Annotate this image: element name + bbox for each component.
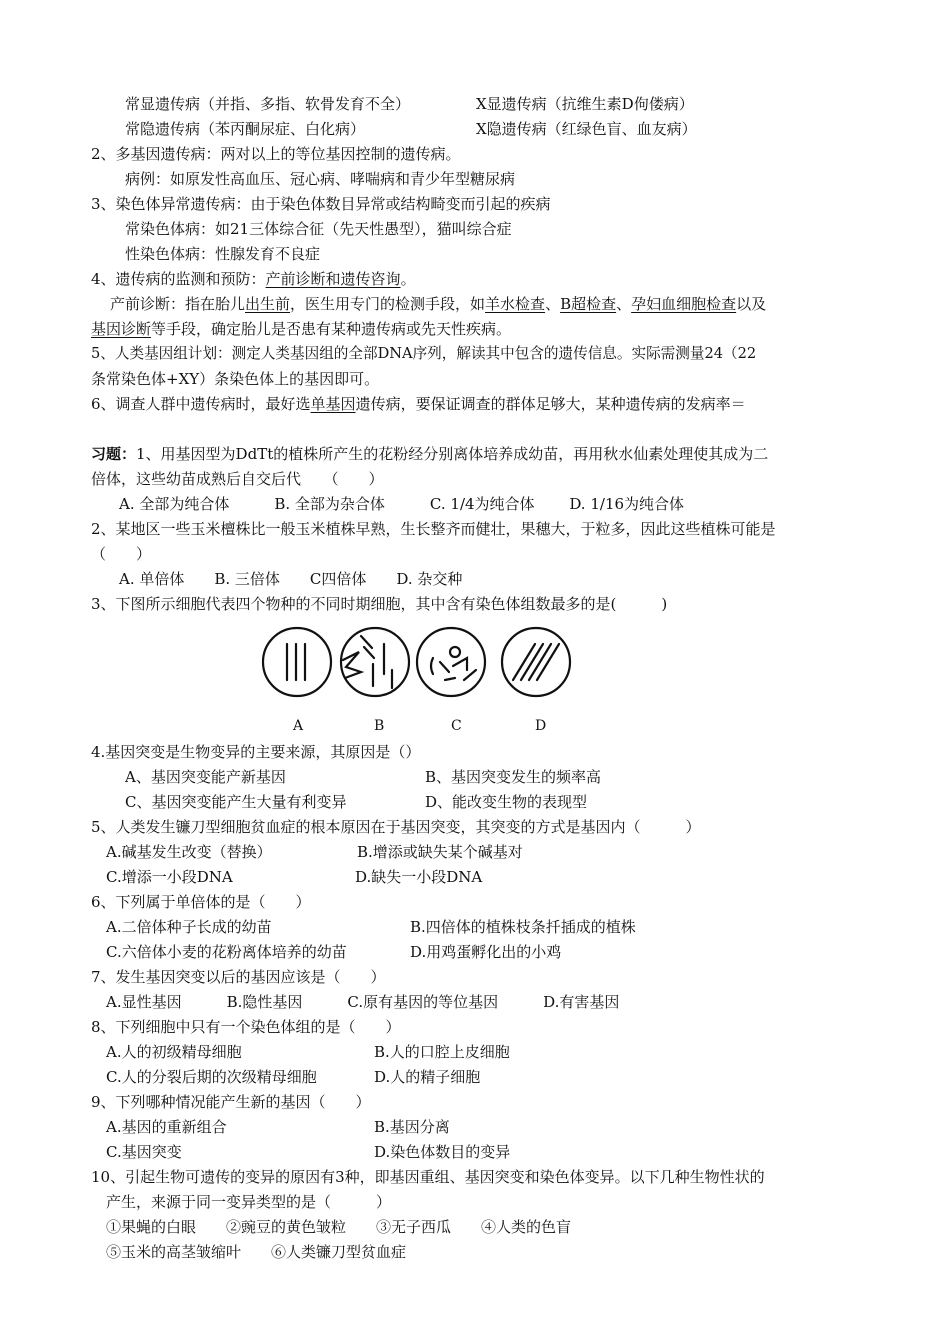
option-d: D.人的精子细胞: [374, 1068, 481, 1086]
text-line: A.显性基因 B.隐性基因 C.原有基因的等位基因 D.有害基因: [106, 993, 620, 1011]
text-line: 3、染色体异常遗传病：由于染色体数目异常或结构畸变而引起的疾病: [91, 195, 551, 213]
figure-label-b: B: [374, 718, 385, 734]
option-b: B.增添或缺失某个碱基对: [357, 843, 523, 861]
option-c: C.增添一小段DNA: [106, 868, 233, 886]
text-line: 6、下列属于单倍体的是（ ）: [91, 893, 311, 911]
option-b: B.基因分离: [374, 1118, 450, 1136]
option-a: A.人的初级精母细胞: [106, 1043, 242, 1061]
text-line: 5、人类发生镰刀型细胞贫血症的根本原因在于基因突变，其突变的方式是基因内（ ）: [91, 818, 701, 836]
underlined-term: 孕妇血细胞检查: [631, 295, 737, 313]
option-d: D、能改变生物的表现型: [425, 793, 588, 811]
text-span: 遗传病，要保证调查的群体足够大，某种遗传病的发病率＝: [355, 395, 746, 413]
cell-d: [502, 628, 570, 696]
option-b: B.人的口腔上皮细胞: [374, 1043, 510, 1061]
text-line: [91, 444, 768, 464]
text-line: 5、人类基因组计划：测定人类基因组的全部DNA序列，解读其中包含的遗传信息。实际需测量24（22: [91, 345, 757, 362]
text-span: ，医生用专门的检测手段，如: [290, 295, 486, 313]
text-span: 4、遗传病的监测和预防：: [91, 270, 266, 288]
text-line: 2、多基因遗传病：两对以上的等位基因控制的遗传病。: [91, 145, 461, 163]
option-c: C、基因突变能产生大量有利变异: [125, 793, 347, 811]
text-line: 产生，来源于同一变异类型的是（ ）: [106, 1193, 392, 1211]
text-span: 、: [545, 295, 561, 313]
text-line: A. 单倍体 B. 三倍体 C四倍体 D. 杂交种: [119, 570, 463, 588]
text-span: 。: [400, 270, 416, 288]
text-line: 常显遗传病（并指、多指、软骨发育不全）: [125, 95, 411, 113]
text-line: 常隐遗传病（苯丙酮尿症、白化病）: [125, 120, 366, 138]
option-a: A、基因突变能产新基因: [125, 768, 286, 786]
text-line: 10、引起生物可遗传的变异的原因有3种，即基因重组、基因突变和染色体变异。以下几种生物性状的: [91, 1168, 765, 1186]
text-line: ⑤玉米的高茎皱缩叶 ⑥人类镰刀型贫血症: [106, 1243, 407, 1261]
underlined-term: 基因诊断: [91, 320, 152, 338]
underlined-term: 羊水检查: [485, 295, 546, 313]
option-c: C.六倍体小麦的花粉离体培养的幼苗: [106, 943, 347, 961]
text-span: 以及: [736, 295, 767, 313]
text-span: 产前诊断：指在胎儿: [110, 295, 246, 313]
text-line: ①果蝇的白眼 ②豌豆的黄色皱粒 ③无子西瓜 ④人类的色盲: [106, 1218, 572, 1236]
text-line: 9、下列哪种情况能产生新的基因（ ）: [91, 1093, 371, 1111]
text-line: 8、下列细胞中只有一个染色体组的是（ ）: [91, 1018, 401, 1036]
figure-label-c: C: [451, 718, 462, 734]
text-line: 4.基因突变是生物变异的主要来源，其原因是（）: [91, 743, 421, 761]
text-span: 6、调查人群中遗传病时，最好选: [91, 395, 311, 413]
text-line: 倍体，这些幼苗成熟后自交后代 （ ）: [91, 470, 384, 488]
figure-label-d: D: [535, 718, 547, 734]
text-line: [91, 269, 416, 289]
text-line: 7、发生基因突变以后的基因应该是（ ）: [91, 968, 386, 986]
text-line: 3、下图所示细胞代表四个物种的不同时期细胞，其中含有染色体组数最多的是( ): [91, 595, 668, 613]
option-b: B、基因突变发生的频率高: [425, 768, 602, 786]
text-line: X隐遗传病（红绿色盲、血友病）: [476, 120, 697, 138]
text-line: 性染色体病：性腺发育不良症: [125, 245, 321, 263]
underlined-term: 出生前: [245, 295, 291, 313]
exercise-heading: 习题：: [91, 445, 137, 463]
text-line: [91, 394, 746, 414]
text-line: （ ）: [91, 545, 152, 563]
option-b: B.四倍体的植株枝条扦插成的植株: [410, 918, 636, 936]
option-c: C.基因突变: [106, 1143, 182, 1161]
text-line: 常染色体病：如21三体综合征（先天性愚型），猫叫综合症: [125, 220, 512, 238]
text-line: A. 全部为纯合体 B. 全部为杂合体 C. 1/4为纯合体 D. 1/16为纯合体: [119, 495, 685, 513]
option-a: A.基因的重新组合: [106, 1118, 227, 1136]
text-span: 1、用基因型为DdTt的植株所产生的花粉经分别离体培养成幼苗，再用秋水仙素处理使其成为二: [136, 445, 769, 463]
option-a: A.碱基发生改变（替换）: [106, 843, 272, 861]
text-line: [91, 319, 511, 339]
figure-label-a: A: [293, 718, 304, 734]
option-c: C.人的分裂后期的次级精母细胞: [106, 1068, 317, 1086]
text-line: 2、某地区一些玉米檀株比一般玉米植株早熟，生长整齐而健壮，果穗大，于粒多，因此这些植株可能是: [91, 520, 776, 538]
text-line: [110, 294, 766, 314]
text-span: 、: [616, 295, 632, 313]
text-span: 等手段，确定胎儿是否患有某种遗传病或先天性疾病。: [151, 320, 512, 338]
text-line: 病例：如原发性高血压、冠心病、哮喘病和青少年型糖尿病: [125, 170, 516, 188]
underlined-term: B超检查: [560, 295, 617, 313]
cell-figure: [255, 622, 585, 704]
underlined-term: 单基因: [310, 395, 356, 413]
text-line: X显遗传病（抗维生素D佝偻病）: [476, 95, 694, 113]
option-d: D.用鸡蛋孵化出的小鸡: [410, 943, 562, 961]
option-d: D.缺失一小段DNA: [355, 868, 483, 886]
cell-c: [417, 628, 485, 696]
text-line: 条常染色体+XY）条染色体上的基因即可。: [91, 370, 380, 388]
option-a: A.二倍体种子长成的幼苗: [106, 918, 272, 936]
option-d: D.染色体数目的变异: [374, 1143, 511, 1161]
underlined-term: 产前诊断和遗传咨询: [265, 270, 401, 288]
